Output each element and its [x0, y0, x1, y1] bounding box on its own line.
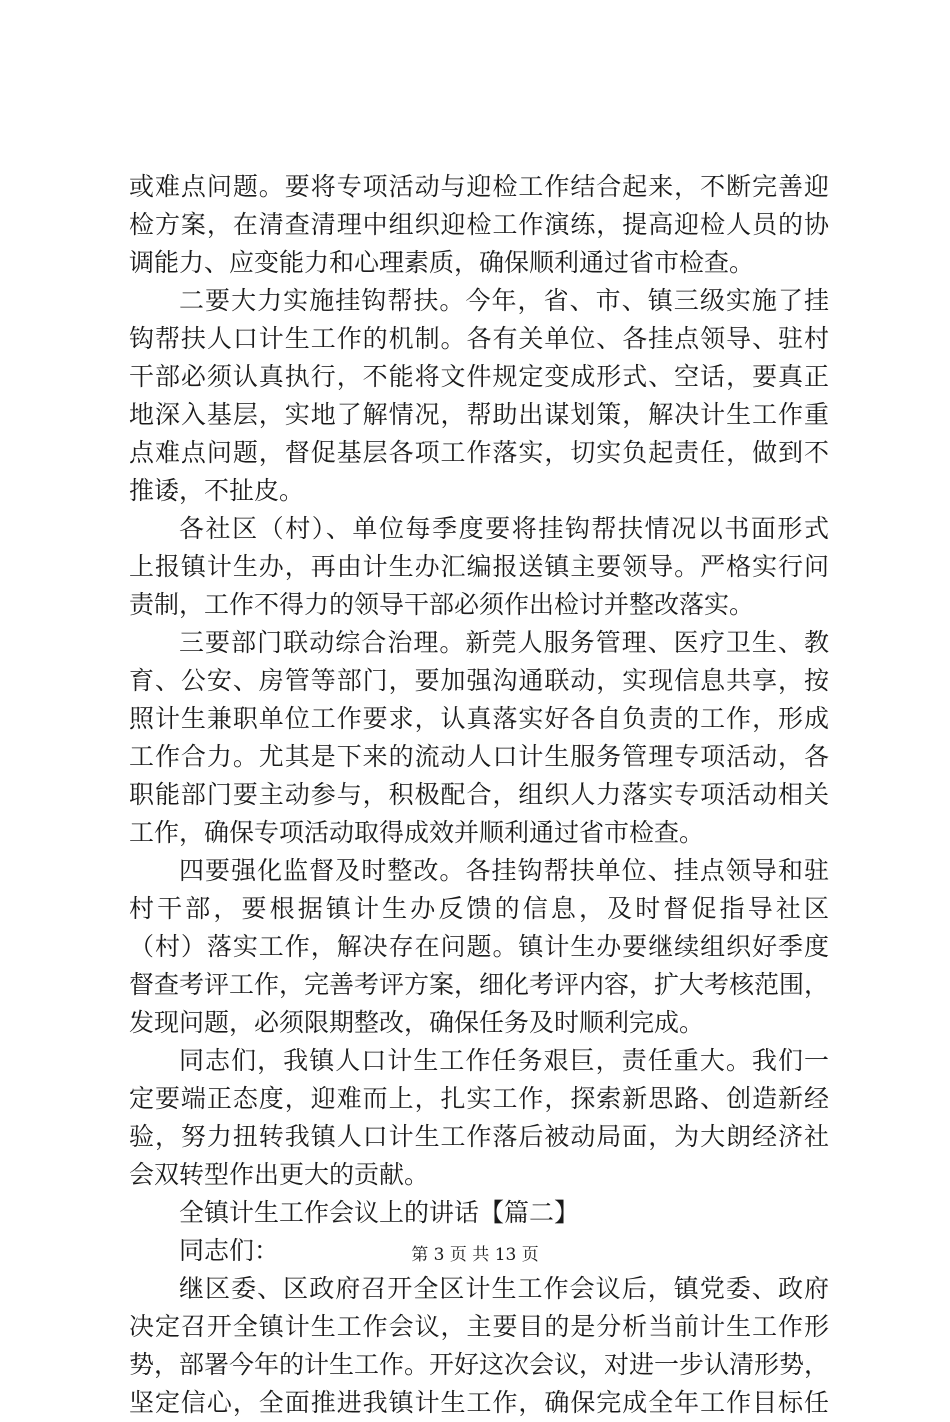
text-line: 验，努力扭转我镇人口计生工作落后被动局面，为大朗经济社	[129, 1122, 829, 1151]
text-line: 干部必须认真执行，不能将文件规定变成形式、空话，要真正	[129, 362, 829, 391]
text-line: 三要部门联动综合治理。新莞人服务管理、医疗卫生、教	[179, 628, 829, 657]
text-line: 上报镇计生办，再由计生办汇编报送镇主要领导。严格实行问	[129, 552, 829, 581]
document-body	[129, 168, 829, 1422]
text-line: 决定召开全镇计生工作会议，主要目的是分析当前计生工作形	[129, 1312, 829, 1341]
text-line: 督查考评工作，完善考评方案，细化考评内容，扩大考核范围，	[129, 970, 829, 999]
text-line: 坚定信心，全面推进我镇计生工作，确保完成全年工作目标任	[129, 1388, 829, 1417]
text-line: 二要大力实施挂钩帮扶。今年，省、市、镇三级实施了挂	[179, 286, 829, 315]
text-line: 照计生兼职单位工作要求，认真落实好各自负责的工作，形成	[129, 704, 829, 733]
text-line: 调能力、应变能力和心理素质，确保顺利通过省市检查。	[129, 248, 755, 277]
text-line: 继区委、区政府召开全区计生工作会议后，镇党委、政府	[179, 1274, 829, 1303]
text-line: 职能部门要主动参与，积极配合，组织人力落实专项活动相关	[129, 780, 829, 809]
text-line: 地深入基层，实地了解情况，帮助出谋划策，解决计生工作重	[129, 400, 829, 429]
text-line: 工作，确保专项活动取得成效并顺利通过省市检查。	[129, 818, 705, 847]
text-line: 工作合力。尤其是下来的流动人口计生服务管理专项活动，各	[129, 742, 829, 771]
text-line: 四要强化监督及时整改。各挂钩帮扶单位、挂点领导和驻	[179, 856, 829, 885]
text-line: （村）落实工作，解决存在问题。镇计生办要继续组织好季度	[129, 932, 829, 961]
text-line: 发现问题，必须限期整改，确保任务及时顺利完成。	[129, 1008, 705, 1037]
text-line: 村干部，要根据镇计生办反馈的信息，及时督促指导社区	[129, 894, 829, 923]
text-line: 钩帮扶人口计生工作的机制。各有关单位、各挂点领导、驻村	[129, 324, 829, 353]
text-line: 推诿，不扯皮。	[129, 476, 305, 505]
text-line: 同志们，我镇人口计生工作任务艰巨，责任重大。我们一	[179, 1046, 829, 1075]
text-line: 检方案，在清查清理中组织迎检工作演练，提高迎检人员的协	[129, 210, 829, 239]
text-line: 全镇计生工作会议上的讲话【篇二】	[179, 1198, 580, 1227]
text-line: 势，部署今年的计生工作。开好这次会议，对进一步认清形势，	[129, 1350, 829, 1379]
text-line: 会双转型作出更大的贡献。	[129, 1160, 430, 1189]
text-line: 点难点问题，督促基层各项工作落实，切实负起责任，做到不	[129, 438, 829, 467]
text-line: 同志们：	[179, 1236, 280, 1265]
page-footer: 第 3 页 共 13 页	[411, 1245, 539, 1265]
text-line: 育、公安、房管等部门，要加强沟通联动，实现信息共享，按	[129, 666, 829, 695]
text-line: 各社区（村）、单位每季度要将挂钩帮扶情况以书面形式	[179, 514, 829, 543]
text-line: 责制，工作不得力的领导干部必须作出检讨并整改落实。	[129, 590, 755, 619]
text-line: 定要端正态度，迎难而上，扎实工作，探索新思路、创造新经	[129, 1084, 829, 1113]
text-line: 或难点问题。要将专项活动与迎检工作结合起来，不断完善迎	[129, 172, 829, 201]
